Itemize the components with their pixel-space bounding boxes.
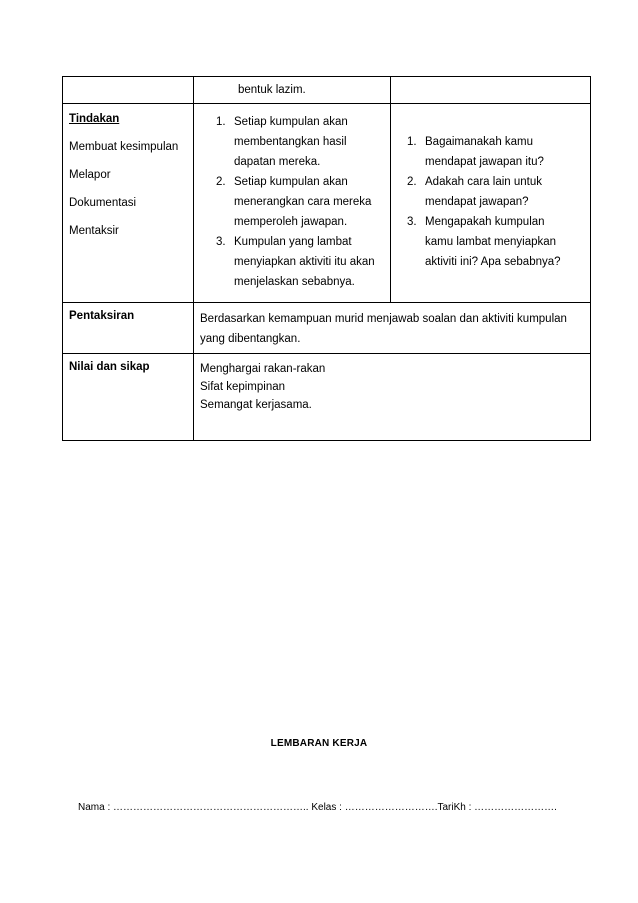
list-text: Setiap kumpulan akan bbox=[234, 176, 348, 188]
list-item bbox=[407, 212, 590, 272]
table-row-tindakan bbox=[63, 104, 591, 303]
list-item bbox=[216, 112, 390, 172]
nilai-text: Semangat kerjasama. bbox=[200, 399, 312, 411]
list-text: Setiap kumpulan akan bbox=[234, 116, 348, 128]
list-text: menjelaskan sebabnya. bbox=[234, 276, 355, 288]
tindakan-item: Dokumentasi bbox=[69, 197, 137, 209]
pentaksiran-label: Pentaksiran bbox=[69, 310, 135, 322]
tindakan-item: Mentaksir bbox=[69, 225, 119, 237]
list-number: 3. bbox=[407, 216, 417, 228]
pentaksiran-label-cell bbox=[63, 303, 194, 354]
questions-list bbox=[391, 104, 590, 272]
pentaksiran-value-cell bbox=[194, 303, 591, 354]
tindakan-item: Membuat kesimpulan bbox=[69, 141, 179, 153]
tindakan-heading: Tindakan bbox=[69, 113, 120, 125]
list-text: dapatan mereka. bbox=[234, 156, 321, 168]
list-number: 2. bbox=[407, 176, 417, 188]
student-info-line: Nama : ………………………………………………….. Kelas : ……………………….TariKh : ……………………. bbox=[78, 802, 557, 813]
list-item bbox=[407, 132, 590, 172]
table-row-pentaksiran bbox=[63, 303, 591, 354]
worksheet-title: LEMBARAN KERJA bbox=[270, 738, 368, 749]
list-item bbox=[216, 232, 390, 292]
list-text: aktiviti ini? Apa sebabnya? bbox=[425, 256, 561, 268]
list-text: memperoleh jawapan. bbox=[234, 216, 348, 228]
list-number: 3. bbox=[216, 236, 226, 248]
pentaksiran-text: yang dibentangkan. bbox=[200, 333, 301, 345]
pentaksiran-text: Berdasarkan kemampuan murid menjawab soalan dan aktiviti kumpulan bbox=[200, 313, 567, 325]
table-cell bbox=[194, 77, 391, 104]
list-item bbox=[216, 172, 390, 232]
tindakan-item: Melapor bbox=[69, 169, 111, 181]
table-row bbox=[63, 77, 591, 104]
nilai-text: Menghargai rakan-rakan bbox=[200, 363, 326, 375]
list-text: Bagaimanakah kamu bbox=[425, 136, 534, 148]
table-cell bbox=[63, 77, 194, 104]
list-text: Kumpulan yang lambat bbox=[234, 236, 352, 248]
list-text: kamu lambat menyiapkan bbox=[425, 236, 557, 248]
list-number: 1. bbox=[216, 116, 226, 128]
tindakan-label-cell bbox=[63, 104, 194, 303]
activities-list bbox=[194, 104, 390, 292]
activities-cell bbox=[194, 104, 391, 303]
list-number: 1. bbox=[407, 136, 417, 148]
list-item bbox=[407, 172, 590, 212]
list-number: 2. bbox=[216, 176, 226, 188]
nilai-value-cell bbox=[194, 354, 591, 441]
nilai-label-cell bbox=[63, 354, 194, 441]
list-text: mendapat jawapan? bbox=[425, 196, 529, 208]
table-cell bbox=[391, 77, 591, 104]
list-text: menyiapkan aktiviti itu akan bbox=[234, 256, 375, 268]
cell-text: bentuk lazim. bbox=[238, 84, 306, 96]
questions-cell bbox=[391, 104, 591, 303]
nilai-text: Sifat kepimpinan bbox=[200, 381, 286, 393]
list-text: Adakah cara lain untuk bbox=[425, 176, 542, 188]
list-text: Mengapakah kumpulan bbox=[425, 216, 545, 228]
list-text: menerangkan cara mereka bbox=[234, 196, 372, 208]
list-text: mendapat jawapan itu? bbox=[425, 156, 544, 168]
table-row-nilai bbox=[63, 354, 591, 441]
lesson-plan-table bbox=[62, 76, 591, 441]
nilai-label: Nilai dan sikap bbox=[69, 361, 150, 373]
list-text: membentangkan hasil bbox=[234, 136, 347, 148]
